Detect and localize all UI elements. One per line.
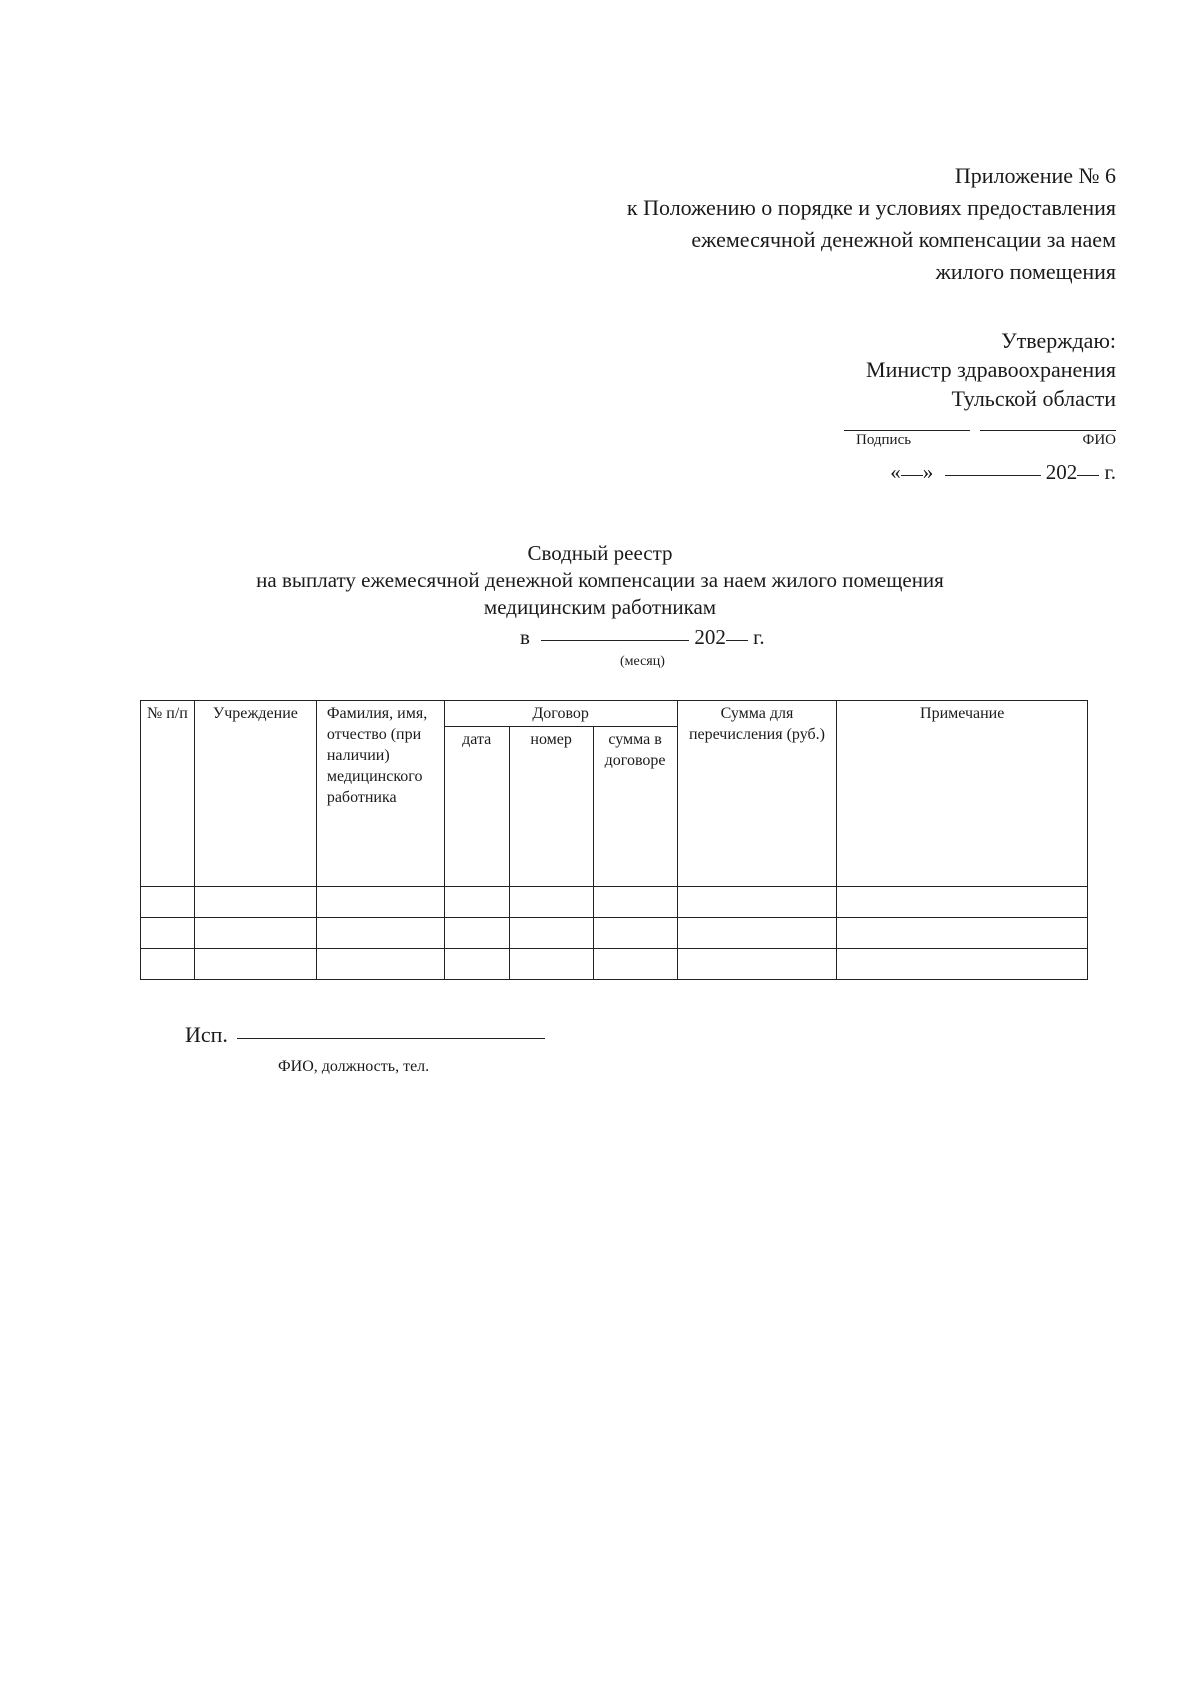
table-cell[interactable] — [141, 949, 195, 980]
date-year-suffix: г. — [1104, 460, 1116, 484]
table-cell[interactable] — [677, 949, 837, 980]
table-cell[interactable] — [444, 918, 509, 949]
header-num: № п/п — [141, 701, 195, 887]
appendix-line-2: ежемесячной денежной компенсации за наем — [691, 227, 1116, 252]
appendix-line-1: к Положению о порядке и условиях предоставления — [626, 195, 1116, 220]
table-cell[interactable] — [316, 887, 444, 918]
month-line — [520, 625, 765, 650]
table-cell[interactable] — [677, 918, 837, 949]
table-cell[interactable] — [837, 949, 1088, 980]
header-name: Фамилия, имя, отчество (при наличии) медицинского работника — [316, 701, 444, 887]
header-contract-date: дата — [444, 727, 509, 887]
appendix-block — [476, 160, 1116, 288]
approver-position-1: Министр здравоохранения — [866, 357, 1116, 382]
table-cell[interactable] — [194, 887, 316, 918]
name-label: ФИО — [1082, 432, 1116, 448]
executor-caption: ФИО, должность, тел. — [278, 1058, 430, 1075]
table-header-row — [141, 701, 1088, 727]
header-contract: Договор — [444, 701, 677, 727]
table-cell[interactable] — [316, 949, 444, 980]
table-cell[interactable] — [593, 887, 677, 918]
header-note: Примечание — [837, 701, 1088, 887]
table-cell[interactable] — [837, 918, 1088, 949]
table-cell[interactable] — [141, 887, 195, 918]
table-cell[interactable] — [509, 887, 593, 918]
appendix-line-3: жилого помещения — [935, 259, 1116, 284]
table-cell[interactable] — [194, 918, 316, 949]
table-row — [141, 949, 1088, 980]
date-open-quote: « — [890, 460, 901, 484]
header-contract-number: номер — [509, 727, 593, 887]
title-line-2: на выплату ежемесячной денежной компенсации за наем жилого помещения — [256, 568, 944, 592]
table-row — [141, 887, 1088, 918]
table-cell[interactable] — [677, 887, 837, 918]
month-prefix: в — [520, 625, 530, 649]
approve-word: Утверждаю: — [1001, 328, 1116, 353]
year-blank — [1077, 474, 1099, 476]
month-year-blank — [726, 639, 748, 641]
table-cell[interactable] — [593, 918, 677, 949]
month-year: 202 — [694, 625, 726, 649]
title-line-1: Сводный реестр — [527, 541, 673, 565]
table-cell[interactable] — [444, 949, 509, 980]
table-cell[interactable] — [509, 918, 593, 949]
document-title — [240, 540, 960, 621]
table-cell[interactable] — [444, 887, 509, 918]
title-line-3: медицинским работникам — [483, 595, 717, 619]
approval-date-line — [890, 460, 1116, 485]
date-close-quote: » — [922, 460, 934, 484]
table-row — [141, 918, 1088, 949]
registry-table — [140, 700, 1088, 980]
signature-blank — [844, 430, 970, 431]
month-input-blank — [541, 639, 689, 641]
appendix-number: Приложение № 6 — [954, 163, 1116, 188]
header-amount: Сумма для перечисления (руб.) — [677, 701, 837, 887]
table-cell[interactable] — [316, 918, 444, 949]
month-year-suffix: г. — [753, 625, 765, 649]
date-year: 202 — [1045, 460, 1078, 484]
table-cell[interactable] — [593, 949, 677, 980]
table-cell[interactable] — [509, 949, 593, 980]
executor-line — [185, 1022, 545, 1048]
name-blank — [980, 430, 1116, 431]
executor-label: Исп. — [185, 1022, 228, 1047]
approver-position-2: Тульской области — [951, 386, 1116, 411]
header-institution: Учреждение — [194, 701, 316, 887]
month-blank — [945, 474, 1041, 476]
table-cell[interactable] — [141, 918, 195, 949]
approval-block — [716, 326, 1116, 413]
day-blank — [901, 474, 923, 476]
table-cell[interactable] — [837, 887, 1088, 918]
month-caption: (месяц) — [620, 654, 665, 669]
table-cell[interactable] — [194, 949, 316, 980]
signature-label: Подпись — [856, 432, 912, 448]
header-contract-sum: сумма в договоре — [593, 727, 677, 887]
executor-blank — [237, 1037, 545, 1039]
